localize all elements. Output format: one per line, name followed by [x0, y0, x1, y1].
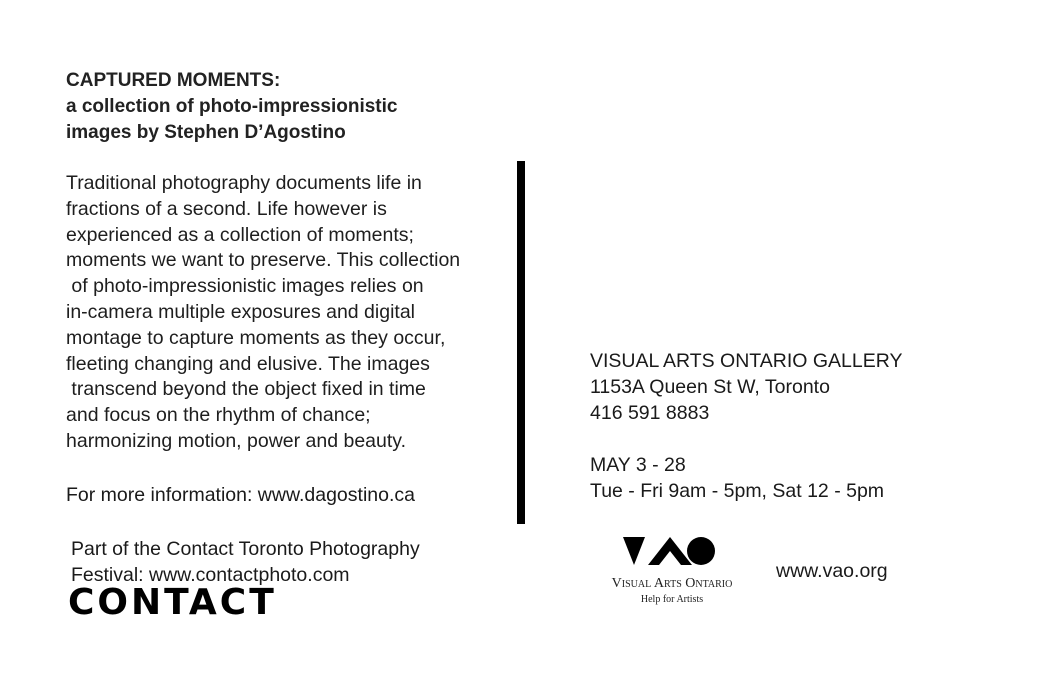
description-line: Traditional photography documents life in — [66, 172, 422, 194]
gallery-address: 1153A Queen St W, Toronto — [590, 375, 830, 398]
description-line: fractions of a second. Life however is — [66, 197, 387, 220]
description-line: and focus on the rhythm of chance; — [66, 404, 371, 427]
festival-line-1: Part of the Contact Toronto Photography — [71, 538, 420, 560]
title-line-3: images by Stephen D’Agostino — [66, 122, 346, 143]
vao-website: www.vao.org — [776, 560, 888, 582]
description-line: of photo-impressionistic images relies on — [66, 275, 424, 298]
exhibition-schedule — [590, 453, 884, 505]
vao-logo-mark — [623, 535, 717, 567]
description-line: transcend beyond the object fixed in time — [66, 378, 426, 401]
title-line-1: CAPTURED MOMENTS: — [66, 70, 281, 91]
gallery-hours: Tue - Fri 9am - 5pm, Sat 12 - 5pm — [590, 479, 885, 502]
gallery-info — [590, 349, 902, 426]
vao-logo-v — [623, 537, 645, 565]
festival-note — [71, 537, 420, 588]
vao-logo-o — [687, 537, 715, 565]
vao-tagline: Help for Artists — [640, 594, 704, 605]
vao-name: Visual Arts Ontario — [611, 576, 733, 591]
gallery-name: VISUAL ARTS ONTARIO GALLERY — [590, 350, 903, 372]
festival-line-2: Festival: www.contactphoto.com — [71, 563, 350, 586]
gallery-phone: 416 591 8883 — [590, 401, 710, 424]
exhibition-description — [66, 171, 516, 455]
exhibition-dates: MAY 3 - 28 — [590, 454, 686, 476]
vertical-divider — [517, 161, 525, 524]
description-line: fleeting changing and elusive. The images — [66, 352, 430, 375]
exhibition-title — [66, 68, 506, 146]
description-line: montage to capture moments as they occur, — [66, 326, 446, 349]
description-line: moments we want to preserve. This collection — [66, 249, 461, 272]
description-line: experienced as a collection of moments; — [66, 223, 414, 246]
description-line: in-camera multiple exposures and digital — [66, 300, 416, 323]
title-line-2: a collection of photo-impressionistic — [66, 96, 398, 117]
description-line: harmonizing motion, power and beauty. — [66, 429, 407, 452]
contact-logo: CONTACT — [68, 582, 277, 623]
more-info-text: For more information: www.dagostino.ca — [66, 484, 415, 506]
